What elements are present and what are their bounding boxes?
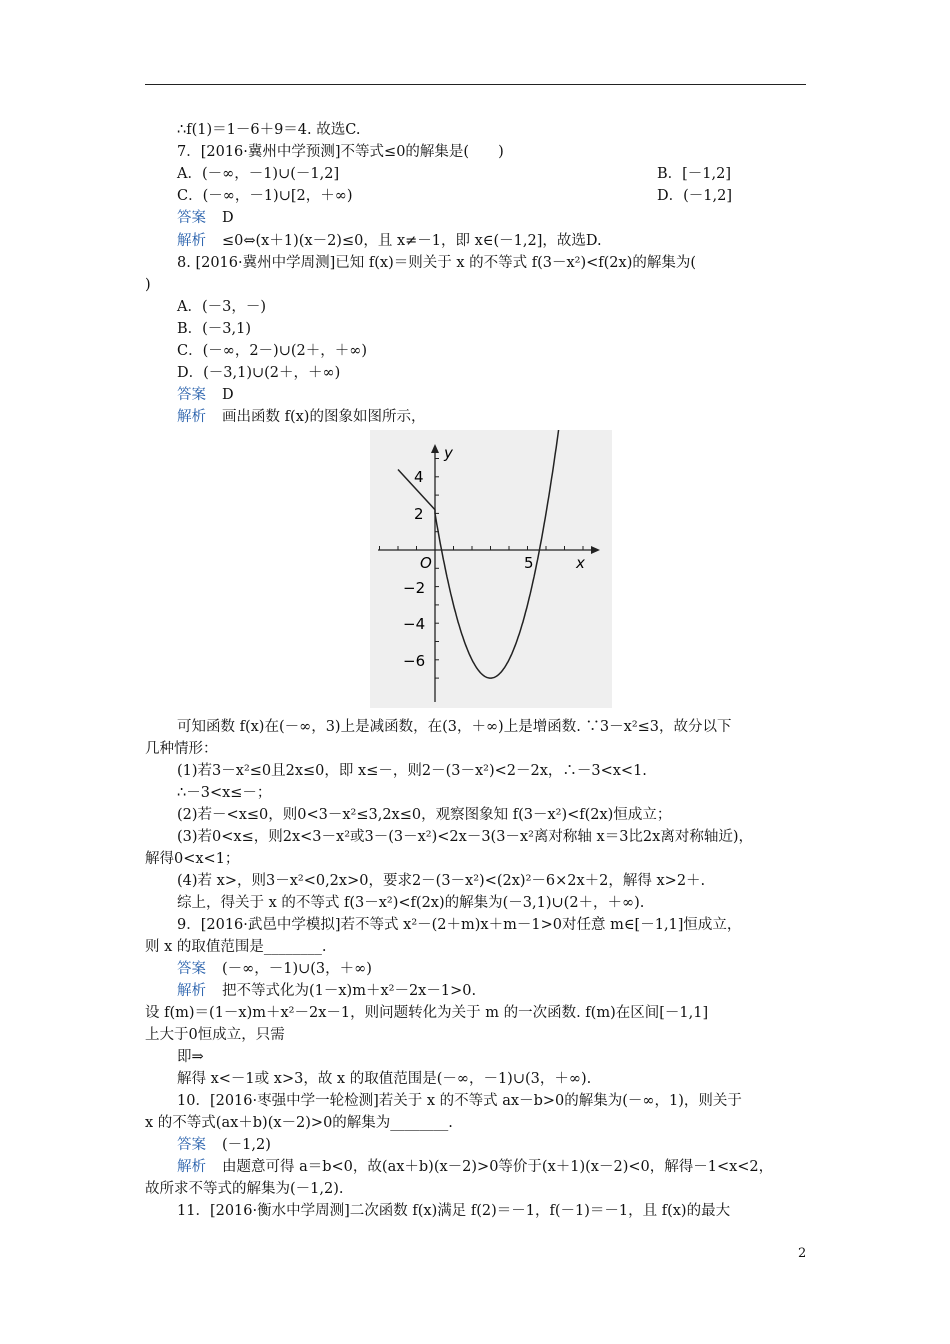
line-text: D bbox=[222, 210, 234, 226]
line-text: D bbox=[222, 387, 234, 403]
y-tick-label-neg6: −6 bbox=[403, 652, 426, 670]
header-rule bbox=[145, 84, 806, 85]
text-line bbox=[145, 1157, 838, 1178]
text-line bbox=[145, 253, 838, 274]
text-line bbox=[145, 1091, 838, 1112]
text-line bbox=[145, 1069, 838, 1090]
line-text: 可知函数 f(x)在(－∞，3)上是减函数，在(3，＋∞)上是增函数. ∵3－x²≤3，故分以下 bbox=[177, 719, 732, 735]
y-tick-label-neg2: −2 bbox=[403, 579, 426, 597]
text-line bbox=[145, 739, 806, 760]
text-line bbox=[145, 319, 838, 340]
answer-label: 解析 bbox=[177, 983, 206, 999]
line-text: 解得 x<－1或 x>3，故 x 的取值范围是(－∞，－1)∪(3，＋∞). bbox=[177, 1071, 592, 1087]
line-text: 即⇒ bbox=[177, 1049, 204, 1065]
line-text: 11．[2016·衡水中学周测]二次函数 f(x)满足 f(2)＝－1，f(－1)＝－1，且 f(x)的最大 bbox=[177, 1203, 731, 1219]
line-text: C．(－∞，－1)∪[2，＋∞) bbox=[177, 188, 353, 204]
line-text: ∴－3<x≤－； bbox=[177, 785, 272, 801]
answer-label: 解析 bbox=[177, 409, 206, 425]
text-line bbox=[145, 981, 838, 1002]
line-text: C．(－∞，2－)∪(2＋，＋∞) bbox=[177, 343, 367, 359]
text-line bbox=[145, 120, 838, 141]
text-line bbox=[145, 142, 838, 163]
text-line bbox=[145, 407, 838, 428]
text-line bbox=[145, 893, 838, 914]
option-column-2: D．(－1,2] bbox=[657, 188, 732, 204]
text-line bbox=[145, 385, 838, 406]
line-text: (1)若3－x²≤0且2x≤0，即 x≤－，则2－(3－x²)<2－2x，∴－3<x<1. bbox=[177, 763, 647, 779]
line-text: 故所求不等式的解集为(－1,2). bbox=[145, 1181, 344, 1197]
line-text: ∴f(1)＝1－6＋9＝4. 故选C. bbox=[177, 122, 361, 138]
text-line bbox=[145, 275, 806, 296]
line-text: (4)若 x>，则3－x²<0,2x>0，要求2－(3－x²)<(2x)²－6×2x＋2，解得 x>2＋. bbox=[177, 873, 706, 889]
answer-label: 答案 bbox=[177, 210, 206, 226]
line-text: x 的不等式(ax＋b)(x－2)>0的解集为________. bbox=[145, 1115, 453, 1131]
option-column-2: B．[－1,2] bbox=[657, 166, 732, 182]
text-line bbox=[145, 1135, 838, 1156]
text-line bbox=[145, 341, 838, 362]
text-line bbox=[145, 231, 838, 252]
line-text: 设 f(m)＝(1－x)m＋x²－2x－1，则问题转化为关于 m 的一次函数. f(m)在区间[－1,1] bbox=[145, 1005, 709, 1021]
line-text: (－1,2) bbox=[222, 1137, 271, 1153]
line-text: ≤0⇔(x＋1)(x－2)≤0，且 x≠－1，即 x∈(－1,2]，故选D. bbox=[222, 233, 602, 249]
text-line bbox=[145, 1179, 806, 1200]
answer-label: 答案 bbox=[177, 961, 206, 977]
x-axis-label: x bbox=[576, 554, 585, 572]
y-tick-label-neg4: −4 bbox=[403, 615, 426, 633]
y-axis-label: y bbox=[444, 444, 453, 462]
text-line bbox=[145, 717, 838, 738]
text-line bbox=[145, 915, 838, 936]
line-text: 7．[2016·冀州中学预测]不等式≤0的解集是( ) bbox=[177, 144, 504, 160]
text-line bbox=[145, 1025, 806, 1046]
line-text: B．(－3,1) bbox=[177, 321, 252, 337]
answer-label: 解析 bbox=[177, 233, 206, 249]
line-text: 由题意可得 a＝b<0，故(ax＋b)(x－2)>0等价于(x＋1)(x－2)<0，解得－1<x<2， bbox=[222, 1159, 774, 1175]
function-graph bbox=[370, 430, 612, 708]
line-text: 把不等式化为(1－x)m＋x²－2x－1>0. bbox=[222, 983, 477, 999]
origin-label: O bbox=[420, 554, 432, 572]
answer-label: 答案 bbox=[177, 387, 206, 403]
text-line bbox=[145, 959, 838, 980]
line-text: (2)若－<x≤0，则0<3－x²≤3,2x≤0，观察图象知 f(3－x²)<f(2x)恒成立； bbox=[177, 807, 672, 823]
answer-label: 解析 bbox=[177, 1159, 206, 1175]
text-line bbox=[145, 208, 838, 229]
page-number: 2 bbox=[798, 1246, 807, 1261]
text-line bbox=[145, 849, 806, 870]
line-text: 画出函数 f(x)的图象如图所示， bbox=[222, 409, 426, 425]
text-line bbox=[145, 761, 838, 782]
text-line bbox=[145, 1003, 806, 1024]
line-text: D．(－3,1)∪(2＋，＋∞) bbox=[177, 365, 341, 381]
x-tick-label-5: 5 bbox=[524, 554, 534, 572]
text-line bbox=[145, 1201, 838, 1222]
line-text: 解得0<x<1； bbox=[145, 851, 240, 867]
text-line bbox=[145, 164, 838, 185]
text-line bbox=[145, 1047, 838, 1068]
text-line bbox=[145, 363, 838, 384]
line-text: ) bbox=[145, 277, 151, 293]
y-tick-label-2: 2 bbox=[414, 505, 424, 523]
text-line bbox=[145, 805, 838, 826]
line-text: 上大于0恒成立，只需 bbox=[145, 1027, 285, 1043]
line-text: 9．[2016·武邑中学模拟]若不等式 x²－(2＋m)x＋m－1>0对任意 m∈[－1,1]恒成立， bbox=[177, 917, 742, 933]
text-line bbox=[145, 1113, 806, 1134]
line-text: 综上，得关于 x 的不等式 f(3－x²)<f(2x)的解集为(－3,1)∪(2＋，＋∞). bbox=[177, 895, 645, 911]
text-line bbox=[145, 783, 838, 804]
line-text: A．(－∞，－1)∪(－1,2] bbox=[177, 166, 340, 182]
line-text: (－∞，－1)∪(3，＋∞) bbox=[222, 961, 372, 977]
line-text: 10．[2016·枣强中学一轮检测]若关于 x 的不等式 ax－b>0的解集为(－∞，1)，则关于 bbox=[177, 1093, 742, 1109]
text-line bbox=[145, 186, 838, 207]
line-text: 则 x 的取值范围是________. bbox=[145, 939, 327, 955]
text-line bbox=[145, 827, 838, 848]
y-tick-label-4: 4 bbox=[414, 468, 424, 486]
line-text: (3)若0<x≤，则2x<3－x²或3－(3－x²)<2x－3(3－x²离对称轴 x＝3比2x离对称轴近)， bbox=[177, 829, 753, 845]
line-text: 几种情形： bbox=[145, 741, 218, 757]
line-text: A．(－3，－) bbox=[177, 299, 267, 315]
text-line bbox=[145, 871, 838, 892]
text-line bbox=[145, 937, 806, 958]
text-line bbox=[145, 297, 838, 318]
answer-label: 答案 bbox=[177, 1137, 206, 1153]
line-text: 8. [2016·冀州中学周测]已知 f(x)＝则关于 x 的不等式 f(3－x²)<f(2x)的解集为( bbox=[177, 255, 697, 271]
